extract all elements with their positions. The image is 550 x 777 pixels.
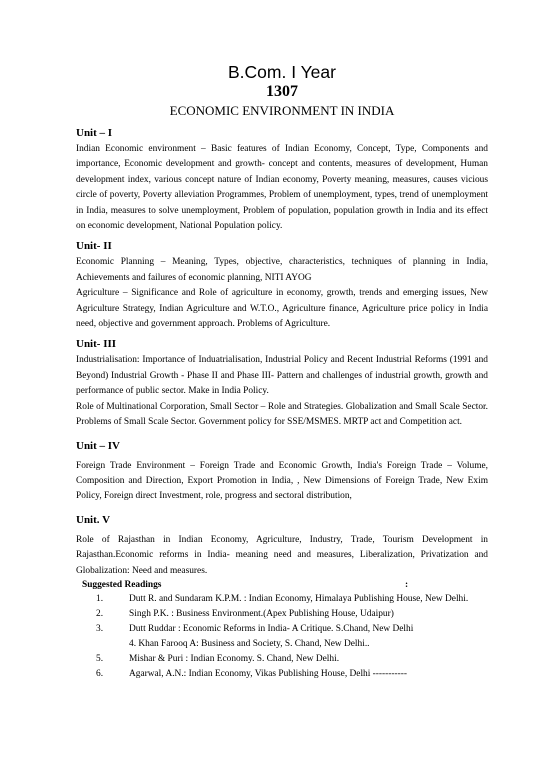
list-item	[76, 637, 488, 652]
unit-1-section	[76, 127, 488, 234]
unit-3-title: Unit- III	[76, 338, 117, 351]
suggested-readings-section	[76, 579, 488, 682]
unit-3-paragraph-industrialisation: Industrialisation: Importance of Induatrialisation, Industrial Policy and Recent Industrial Reforms (1991 and Beyond) Industrial Growth - Phase II and Phase III- Pattern and challenges of industrial growth, growth and performance of public sector. Make in India Policy.	[76, 355, 488, 397]
unit-5-title: Unit. V	[76, 513, 111, 526]
list-item	[76, 652, 488, 667]
list-item-number: 5.	[96, 653, 104, 664]
suggested-readings-colon: :	[405, 579, 409, 590]
list-item	[76, 622, 488, 637]
list-item-text: Dutt Ruddar : Economic Reforms in India- A Critique. S.Chand, New Delhi	[129, 623, 414, 634]
unit-1-title: Unit – I	[76, 127, 113, 139]
list-item-text: 4. Khan Farooq A: Business and Society, S. Chand, New Delhi..	[129, 638, 370, 649]
course-year-heading: B.Com. I Year	[228, 62, 336, 82]
unit-2-title: Unit- II	[76, 240, 112, 253]
list-item	[76, 592, 488, 607]
list-item-number: 2.	[96, 608, 104, 619]
unit-4-title: Unit – IV	[76, 439, 121, 452]
suggested-readings-title	[82, 579, 488, 592]
unit-2-paragraph-agriculture: Agriculture – Significance and Role of agriculture in economy, growth, trends and emerging issues, New Agriculture Strategy, Indian Agriculture and W.T.O., Agriculture finance, Agriculture price policy in India need, objective and government approach. Problems of Agriculture.	[76, 288, 488, 330]
list-item-text: Singh P.K. : Business Environment.(Apex Publishing House, Udaipur)	[129, 608, 394, 619]
list-item-number: 3.	[96, 623, 104, 634]
course-code: 1307	[266, 83, 298, 100]
readings-list	[76, 592, 488, 682]
unit-2-paragraph-planning: Economic Planning – Meaning, Types, objective, characteristics, techniques of planning in India, Achievements and failures of economic planning, NITI AYOG	[76, 257, 488, 283]
list-item	[76, 607, 488, 622]
unit-2-section	[76, 240, 488, 332]
suggested-readings-label: Suggested Readings	[82, 579, 162, 590]
unit-4-section	[76, 440, 488, 505]
list-item-number: 1.	[96, 593, 104, 604]
list-item-text: Dutt R. and Sundaram K.P.M. : Indian Economy, Himalaya Publishing House, New Delhi.	[129, 593, 469, 604]
list-item	[76, 667, 488, 682]
unit-1-paragraph: Indian Economic environment – Basic features of Indian Economy, Concept, Type, Components and importance, Economic development and growth- concept and contents, measures of development, Human development index, various concept nature of Indian economy, Poverty meaning, measures, causes vicious circle of poverty, Poverty alleviation Programmes, Problem of unemployment, types, trend of unemployment in India, measures to solve unemployment, Problem of population, population growth in India and its effect on economic development, National Population policy.	[76, 144, 488, 232]
course-subject-title: ECONOMIC ENVIRONMENT IN INDIA	[169, 103, 395, 118]
list-item-text: Agarwal, A.N.: Indian Economy, Vikas Publishing House, Delhi -----------	[129, 668, 408, 679]
unit-5-section	[76, 514, 488, 579]
unit-4-paragraph: Foreign Trade Environment – Foreign Trade and Economic Growth, India's Foreign Trade – Volume, Composition and Direction, Export Promotion in India, , New Dimensions of Foreign Trade, New Exim Policy, Foreign direct Investment, role, progress and sectoral distribution,	[76, 460, 488, 502]
list-item-text: Mishar & Puri : Indian Economy. S. Chand, New Delhi.	[129, 653, 340, 664]
unit-3-paragraph-mnc: Role of Multinational Corporation, Small Sector – Role and Strategies. Globalization and Small Scale Sector. Problems of Small Scale Sector. Government policy for SSE/MSMES. MRTP act and Competition act.	[76, 401, 488, 428]
unit-5-paragraph: Role of Rajasthan in Indian Economy, Agriculture, Industry, Trade, Tourism Development in Rajasthan.Economic reforms in India- meaning need and measures, Liberalization, Privatization and Globalization: Need and measures.	[76, 534, 488, 576]
list-item-number: 6.	[96, 668, 104, 679]
unit-3-section	[76, 338, 488, 430]
